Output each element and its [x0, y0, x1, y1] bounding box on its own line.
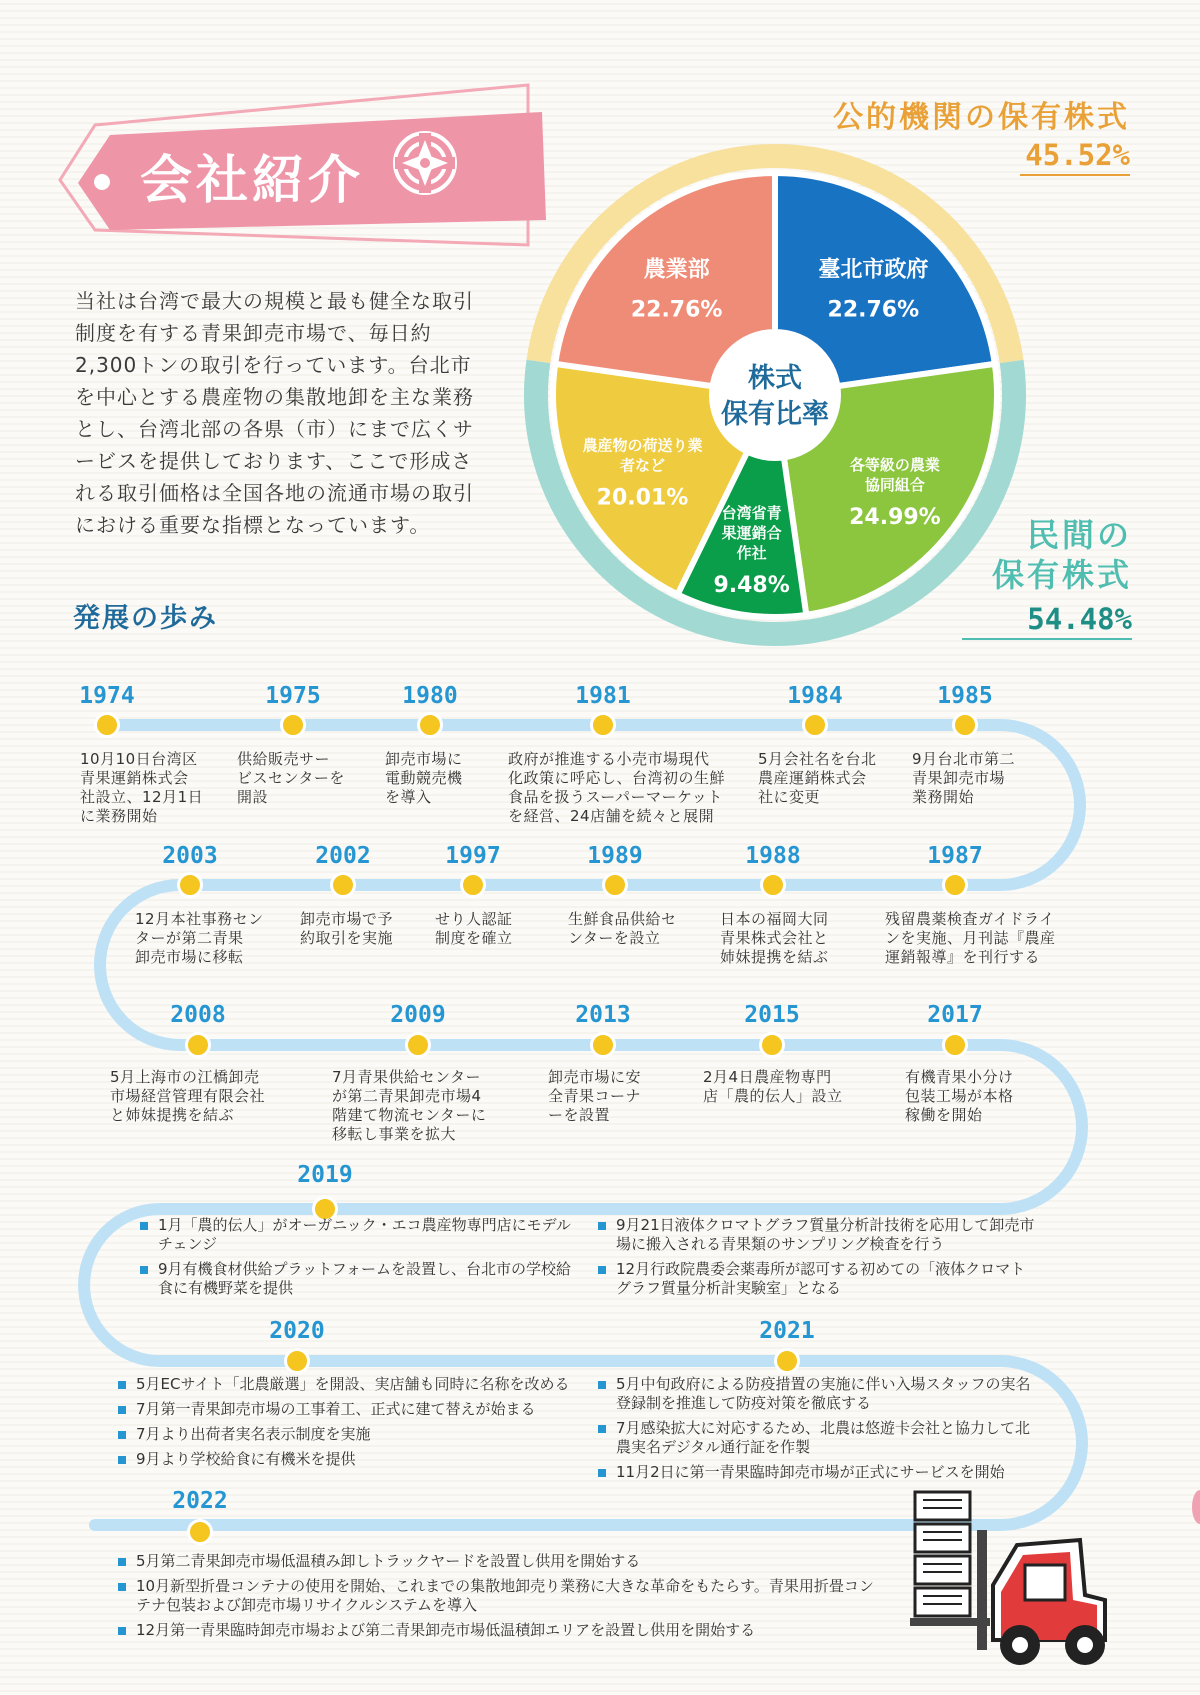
- event-line: 運銷報導』を刊行する: [885, 948, 1041, 966]
- event-bullet-item: 1月「農的伝人」がオーガニック・エコ農産物専門店にモデルチェンジ: [138, 1216, 578, 1254]
- event-line: 包装工場が本格: [905, 1087, 1014, 1105]
- event-line: 店「農的伝人」設立: [703, 1087, 843, 1105]
- event-year: 1987: [927, 843, 983, 869]
- event-description: [110, 1068, 265, 1125]
- private-ownership-label-line: 保有株式: [991, 556, 1132, 594]
- event-year: 1980: [402, 683, 458, 709]
- private-ownership-label-line: 民間の: [1026, 516, 1132, 554]
- event-line: 農産運銷株式会: [758, 769, 867, 787]
- event-line: 残留農薬検査ガイドライ: [885, 910, 1055, 928]
- page-title: 会社紹介: [140, 151, 365, 211]
- event-description: [885, 910, 1056, 967]
- event-bullet-item: 12月行政院農委会薬毒所が認可する初めての「液体クロマトグラフ質量分析計実験室」となる: [596, 1260, 1036, 1298]
- event-year: 2015: [744, 1002, 800, 1028]
- event-bullet-list: [596, 1216, 1036, 1304]
- event-line: 全青果コーナ: [548, 1087, 642, 1105]
- event-line: 社設立、12月1日: [80, 788, 204, 806]
- event-description: [300, 910, 393, 948]
- event-line: を導入: [385, 788, 432, 806]
- event-year: 1997: [445, 843, 501, 869]
- event-bullet-item: 7月感染拡大に対応するため、北農は悠遊卡会社と協力して北農実名デジタル通行証を作製: [596, 1419, 1036, 1457]
- timeline-dot: [602, 872, 628, 898]
- event-line: 約取引を実施: [300, 929, 394, 947]
- event-line: 卸売市場に安: [548, 1068, 642, 1086]
- event-line: 制度を確立: [435, 929, 513, 947]
- forklift-illustration: [905, 1490, 1115, 1670]
- timeline-title: 発展の歩み: [73, 603, 218, 634]
- event-line: 化政策に呼応し、台湾初の生鮮: [508, 769, 726, 787]
- event-year: 1985: [937, 683, 993, 709]
- event-line: 7月青果供給センター: [332, 1068, 481, 1086]
- timeline-dot: [759, 1032, 785, 1058]
- event-bullet-item: 7月より出荷者実名表示制度を実施: [116, 1425, 586, 1444]
- pie-slice-label: 果運銷合: [721, 524, 782, 543]
- timeline-dot: [590, 1032, 616, 1058]
- event-year: 2003: [162, 843, 218, 869]
- event-line: と姉妹提携を結ぶ: [110, 1106, 235, 1124]
- public-ownership-label: 公的機関の保有株式: [833, 100, 1130, 135]
- event-line: 日本の福岡大同: [720, 910, 829, 928]
- event-year: 2021: [759, 1318, 815, 1344]
- event-bullet-item: 9月より学校給食に有機米を提供: [116, 1450, 586, 1469]
- event-line: 青果卸売市場: [912, 769, 1006, 787]
- pie-slice-value: 20.01%: [596, 485, 689, 511]
- event-description: [435, 910, 513, 948]
- event-bullet-item: 10月新型折畳コンテナの使用を開始、これまでの集散地卸売り業務に大きな革命をもたらす。青果用折畳コンテナ包装および卸売市場リサイクルシステムを導入: [116, 1577, 876, 1615]
- event-line: 卸売市場に: [385, 750, 463, 768]
- timeline-dot: [942, 872, 968, 898]
- event-bullet-item: 7月第一青果卸売市場の工事着工、正式に建て替えが始まる: [116, 1400, 586, 1419]
- event-year: 2013: [575, 1002, 631, 1028]
- event-year: 2008: [170, 1002, 226, 1028]
- pie-slice-value: 22.76%: [827, 297, 920, 323]
- event-line: 業務開始: [912, 788, 975, 806]
- event-line: 5月会社名を台北: [758, 750, 877, 768]
- event-line: ビスセンターを: [237, 769, 345, 787]
- event-description: [912, 750, 1015, 807]
- event-line: 電動競売機: [385, 769, 463, 787]
- pie-slice-label: 台湾省青: [721, 504, 782, 523]
- event-description: [508, 750, 725, 826]
- event-line: 開設: [237, 788, 269, 806]
- pie-center-label: 株式: [748, 363, 802, 394]
- event-line: 5月上海市の江橋卸売: [110, 1068, 260, 1086]
- timeline-dot: [942, 1032, 968, 1058]
- event-description: [237, 750, 345, 807]
- pie-slice-label: 作社: [736, 544, 767, 563]
- event-bullet-list: [596, 1375, 1036, 1488]
- timeline-dot: [774, 1348, 800, 1374]
- pie-slice-label: 者など: [619, 456, 666, 475]
- event-bullet-item: 5月第二青果卸売市場低温積み卸しトラックヤードを設置し供用を開始する: [116, 1552, 876, 1571]
- public-ownership-pct: 45.52%: [1020, 138, 1130, 176]
- pie-slice-label: 農業部: [643, 257, 710, 283]
- event-line: ターが第二青果: [135, 929, 244, 947]
- event-year: 2017: [927, 1002, 983, 1028]
- event-bullet-item: 9月有機食材供給プラットフォームを設置し、台北市の学校給食に有機野菜を提供: [138, 1260, 578, 1298]
- event-year: 2019: [297, 1162, 353, 1188]
- pie-slice-label: 臺北市政府: [818, 257, 929, 283]
- event-year: 1989: [587, 843, 643, 869]
- event-bullet-item: 11月2日に第一青果臨時卸売市場が正式にサービスを開始: [596, 1463, 1036, 1482]
- event-bullet-list: [116, 1375, 586, 1475]
- timeline-dot: [185, 1032, 211, 1058]
- timeline-dot: [802, 712, 828, 738]
- timeline-dot: [952, 712, 978, 738]
- event-line: 9月台北市第二: [912, 750, 1016, 768]
- private-ownership-pct: 54.48%: [962, 602, 1132, 640]
- event-line: 12月本社事務セン: [135, 910, 264, 928]
- pie-slice-value: 24.99%: [849, 505, 941, 531]
- event-year: 2009: [390, 1002, 446, 1028]
- event-line: ンを実施、月刊誌『農産: [885, 929, 1056, 947]
- event-bullet-item: 12月第一青果臨時卸売市場および第二青果卸売市場低温積卸エリアを設置し供用を開始する: [116, 1621, 876, 1640]
- timeline-dot: [405, 1032, 431, 1058]
- event-line: 供給販売サー: [237, 750, 331, 768]
- timeline-dot: [94, 712, 120, 738]
- timeline-dot: [187, 1519, 213, 1545]
- timeline-dot: [760, 872, 786, 898]
- event-bullet-list: [138, 1216, 578, 1304]
- timeline-dot: [177, 872, 203, 898]
- event-bullet-item: 9月21日液体クロマトグラフ質量分析計技術を応用して卸売市場に搬入される青果類のサンプリング検査を行う: [596, 1216, 1036, 1254]
- event-line: が第二青果卸売市場4: [332, 1087, 482, 1105]
- event-line: 2月4日農産物専門: [703, 1068, 832, 1086]
- event-year: 2002: [315, 843, 371, 869]
- event-description: [332, 1068, 486, 1144]
- event-line: 政府が推進する小売市場現代: [508, 750, 710, 768]
- event-line: 生鮮食品供給セ: [568, 910, 677, 928]
- pie-slice-label: 農産物の荷送り業: [582, 436, 703, 455]
- event-year: 1984: [787, 683, 843, 709]
- event-year: 1974: [79, 683, 135, 709]
- event-line: 社に変更: [758, 788, 821, 806]
- event-line: 食品を扱うスーパーマーケット: [508, 788, 723, 806]
- event-description: [720, 910, 829, 967]
- event-line: 10月10日台湾区: [80, 750, 198, 768]
- event-year: 2020: [269, 1318, 325, 1344]
- event-description: [703, 1068, 843, 1106]
- event-line: 移転し事業を拡大: [332, 1125, 457, 1143]
- event-line: 卸売市場で予: [300, 910, 394, 928]
- event-bullet-item: 5月ECサイト「北農厳選」を開設、実店舗も同時に名称を改める: [116, 1375, 586, 1394]
- event-description: [80, 750, 203, 826]
- event-line: 姉妹提携を結ぶ: [720, 948, 829, 966]
- timeline-dot: [284, 1348, 310, 1374]
- event-bullet-list: [116, 1552, 876, 1646]
- pie-slice-value: 22.76%: [630, 297, 723, 323]
- timeline-dot: [417, 712, 443, 738]
- event-year: 1975: [265, 683, 321, 709]
- event-bullet-item: 5月中旬政府による防疫措置の実施に伴い入場スタッフの実名登録制を推進して防疫対策を徹底する: [596, 1375, 1036, 1413]
- event-line: 青果運銷株式会: [80, 769, 189, 787]
- event-description: [905, 1068, 1014, 1125]
- event-year: 2022: [172, 1488, 228, 1514]
- event-year: 1988: [745, 843, 801, 869]
- event-description: [385, 750, 463, 807]
- event-line: 階建て物流センターに: [332, 1106, 487, 1124]
- event-line: 稼働を開始: [905, 1106, 983, 1124]
- company-intro: 当社は台湾で最大の規模と最も健全な取引制度を有する青果卸売市場で、毎日約2,300トンの取引を行っています。台北市を中心とする農産物の集散地卸を主な業務とし、台湾北部の各県（市）にまで広くサービスを提供しております、ここで形成される取引価格は全国各地の流通市場の取引における重要な指標となっています。: [75, 289, 474, 537]
- pie-slice-label: 協同組合: [864, 476, 925, 495]
- event-line: を経営、24店舗を続々と展開: [508, 807, 715, 825]
- event-description: [135, 910, 264, 967]
- event-line: 青果株式会社と: [720, 929, 829, 947]
- pie-slice-value: 9.48%: [713, 573, 790, 599]
- pie-center-label: 保有比率: [721, 399, 829, 430]
- timeline-dot: [460, 872, 486, 898]
- event-line: ンターを設立: [568, 929, 661, 947]
- event-description: [758, 750, 877, 807]
- event-year: 1981: [575, 683, 631, 709]
- event-description: [548, 1068, 641, 1125]
- event-line: に業務開始: [80, 807, 158, 825]
- timeline-dot: [590, 712, 616, 738]
- event-line: せり人認証: [435, 910, 513, 928]
- event-description: [568, 910, 677, 948]
- event-line: 有機青果小分け: [905, 1068, 1014, 1086]
- timeline-dot: [280, 712, 306, 738]
- event-line: ーを設置: [548, 1106, 611, 1124]
- timeline-dot: [330, 872, 356, 898]
- event-line: 市場経営管理有限会社: [110, 1087, 266, 1105]
- event-line: 卸売市場に移転: [135, 948, 244, 966]
- pie-slice-label: 各等級の農業: [849, 456, 940, 475]
